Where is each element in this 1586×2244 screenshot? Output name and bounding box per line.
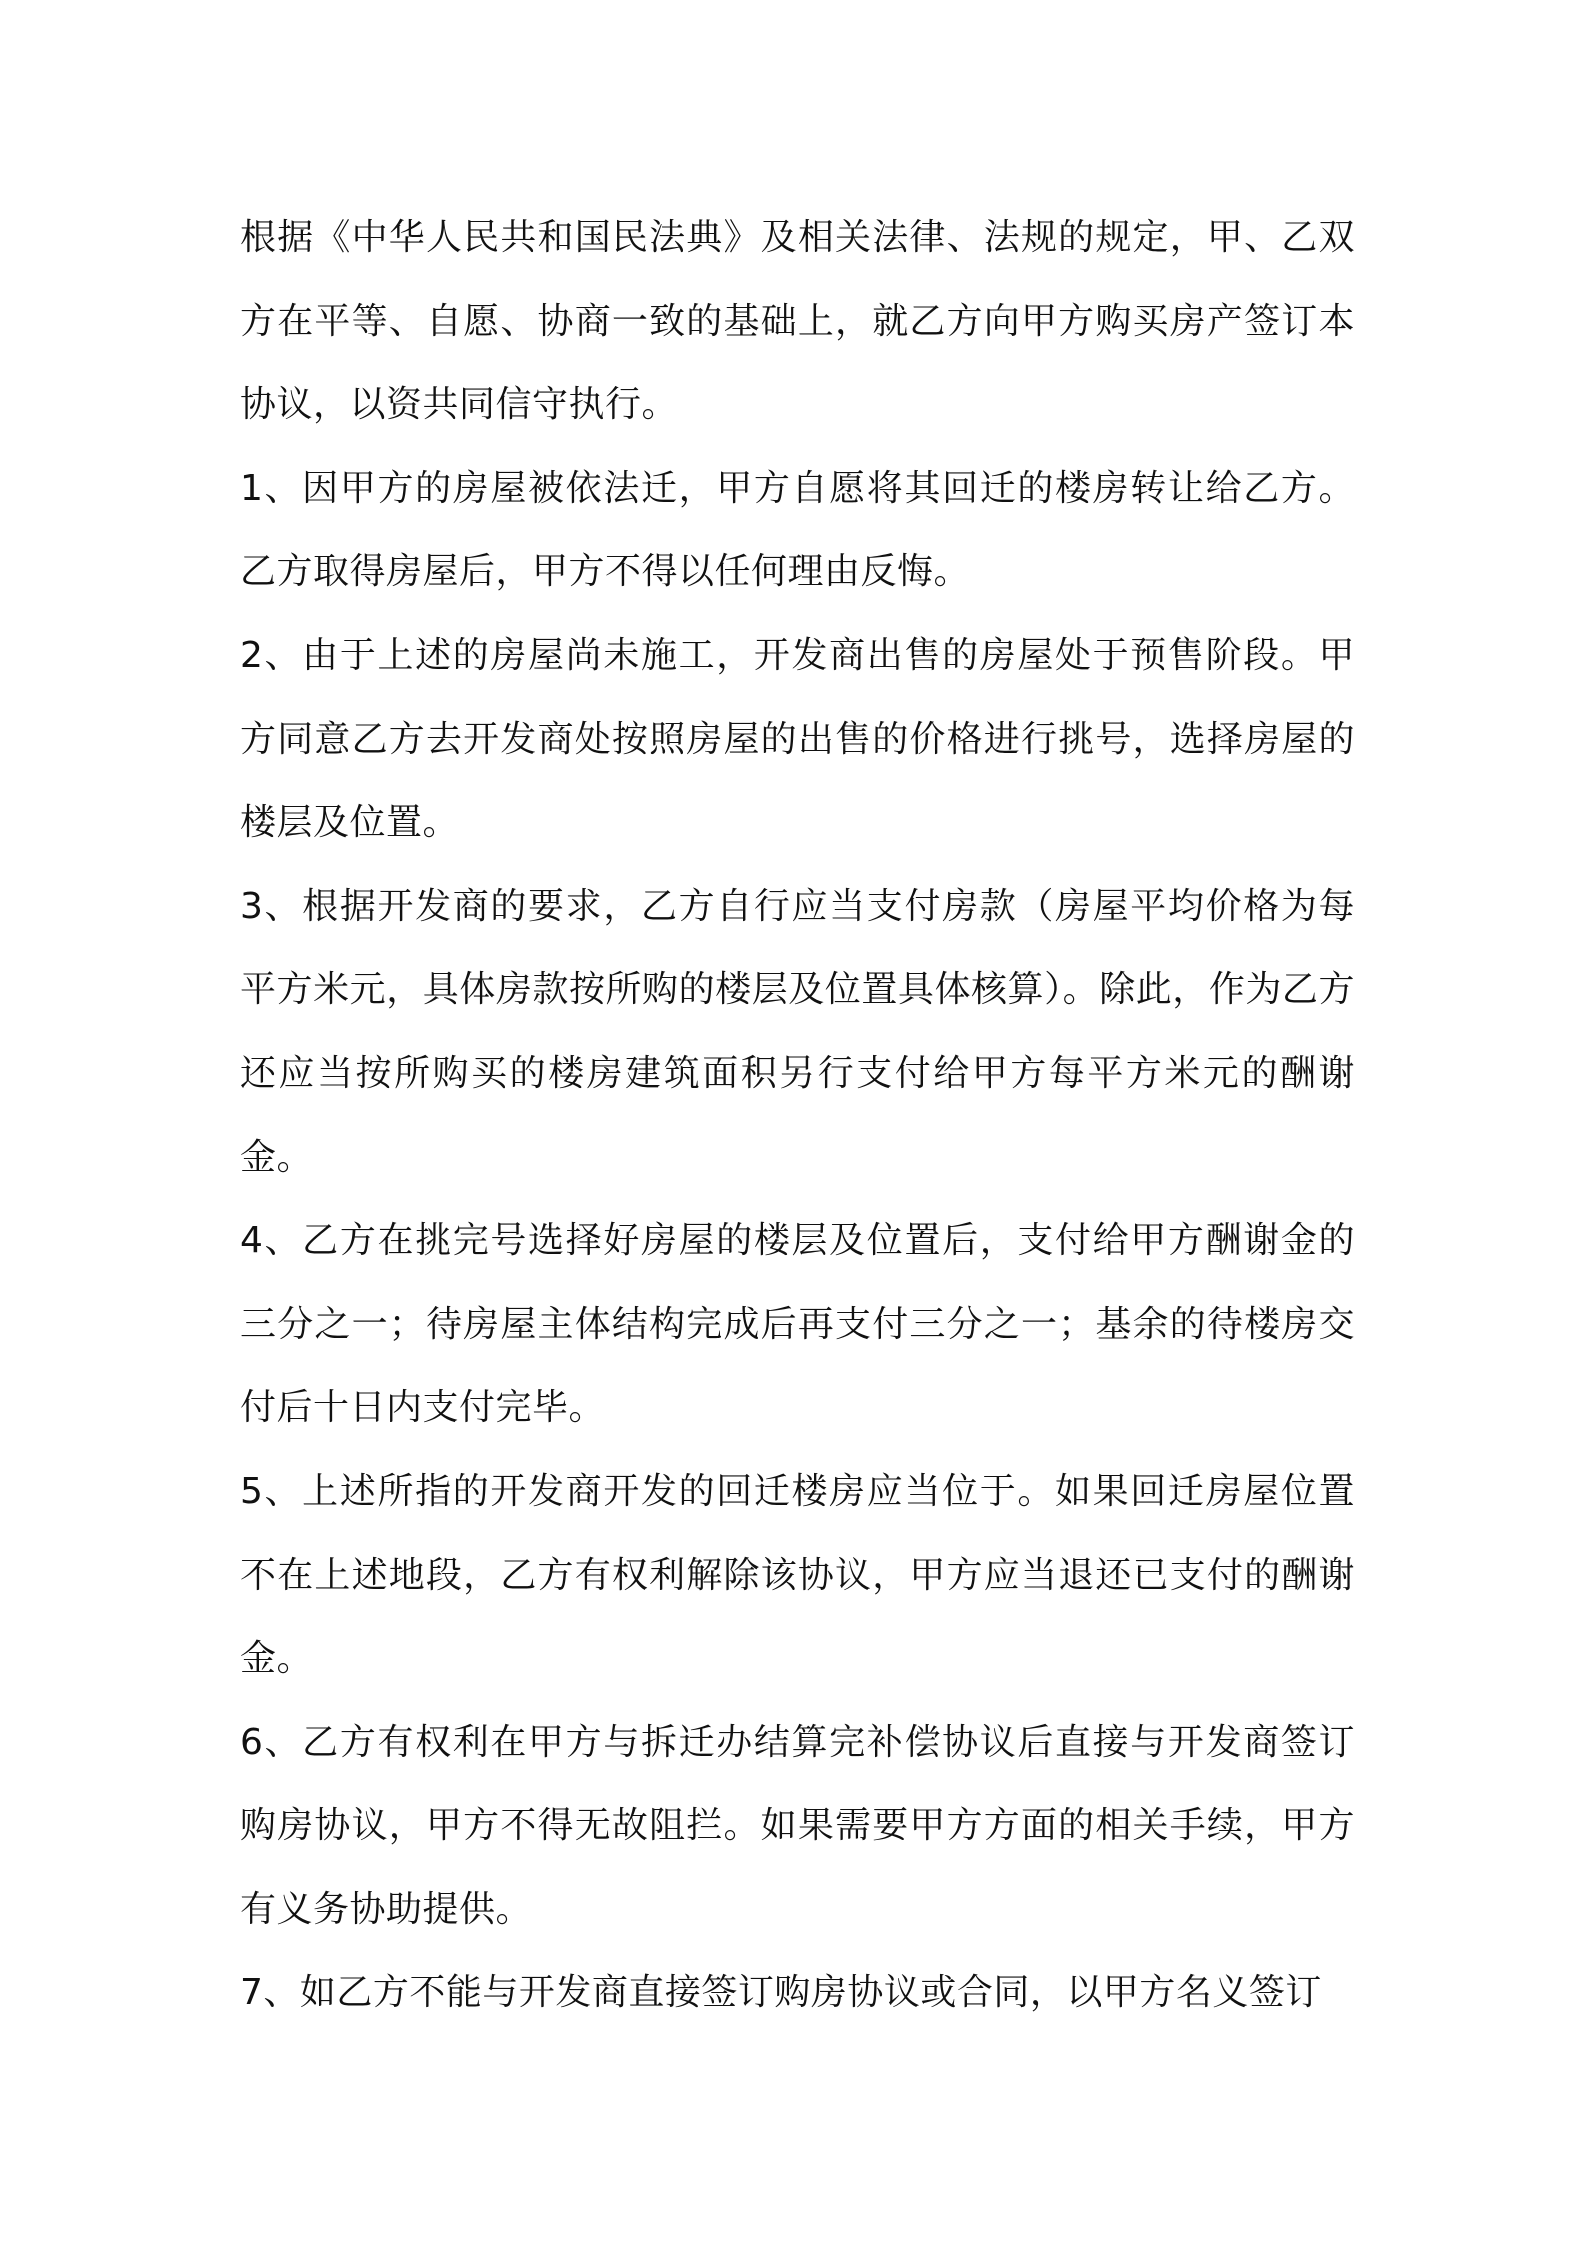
preamble-paragraph: 根据《中华人民共和国民法典》及相关法律、法规的规定，甲、乙双方在平等、自愿、协商一致的基础上，就乙方向甲方购买房产签订本协议，以资共同信守执行。 — [240, 217, 1355, 426]
clause-2-paragraph: 2、由于上述的房屋尚未施工，开发商出售的房屋处于预售阶段。甲方同意乙方去开发商处按照房屋的出售的价格进行挑号，选择房屋的楼层及位置。 — [240, 634, 1355, 844]
clause-7-paragraph: 7、如乙方不能与开发商直接签订购房协议或合同，以甲方名义签订 — [240, 1972, 1322, 2014]
document-body — [240, 196, 1355, 2035]
clause-1-paragraph: 1、因甲方的房屋被依法迁，甲方自愿将其回迁的楼房转让给乙方。乙方取得房屋后，甲方不得以任何理由反悔。 — [240, 467, 1355, 593]
clause-4-paragraph: 4、乙方在挑完号选择好房屋的楼层及位置后，支付给甲方酬谢金的三分之一；待房屋主体结构完成后再支付三分之一；基余的待楼房交付后十日内支付完毕。 — [240, 1220, 1355, 1429]
clause-5-paragraph: 5、上述所指的开发商开发的回迁楼房应当位于。如果回迁房屋位置不在上述地段，乙方有权利解除该协议，甲方应当退还已支付的酬谢金。 — [240, 1470, 1355, 1680]
clause-3-paragraph: 3、根据开发商的要求，乙方自行应当支付房款（房屋平均价格为每平方米元，具体房款按所购的楼层及位置具体核算）。除此，作为乙方还应当按所购买的楼房建筑面积另行支付给甲方每平方米元的酬谢金。 — [240, 885, 1355, 1178]
clause-6-paragraph: 6、乙方有权利在甲方与拆迁办结算完补偿协议后直接与开发商签订购房协议，甲方不得无故阻拦。如果需要甲方方面的相关手续，甲方有义务协助提供。 — [240, 1721, 1355, 1930]
